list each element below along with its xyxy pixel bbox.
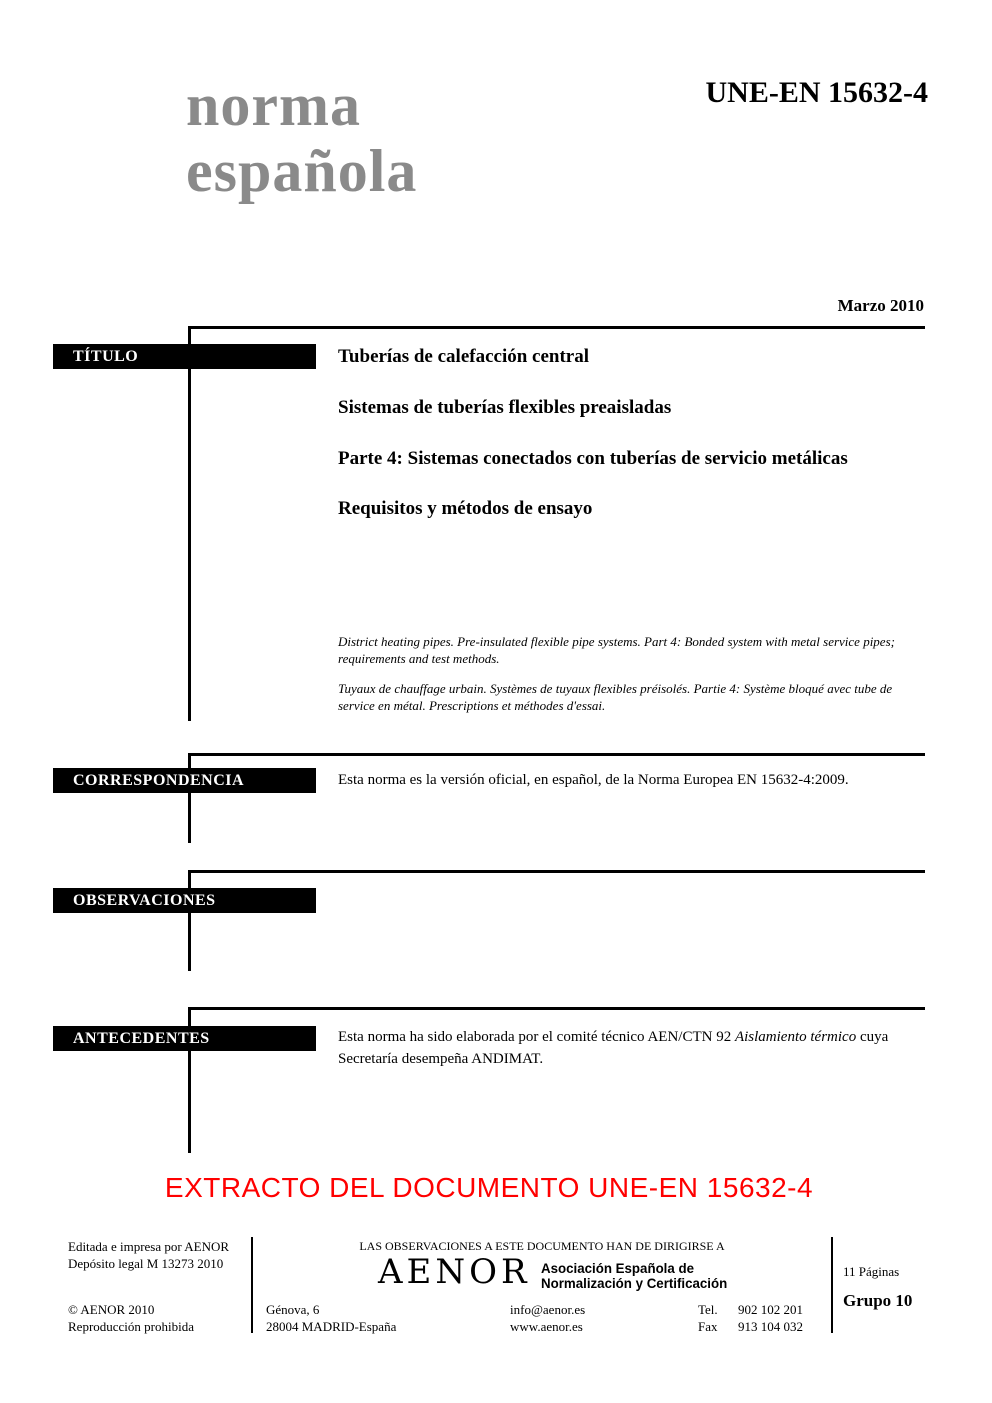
fax-value: 913 104 032 [738, 1319, 803, 1334]
title-line-3: Parte 4: Sistemas conectados con tuberías de servicio metálicas [338, 448, 848, 469]
title-translation-english: District heating pipes. Pre-insulated flexible pipe systems. Part 4: Bonded system with metal service pipes; requirements and test methods. [338, 634, 895, 666]
antecedentes-text-after: cuya Secretaría desempeña ANDIMAT. [338, 1029, 889, 1067]
correspondencia-text: Esta norma es la versión oficial, en español, de la Norma Europea EN 15632-4:2009. [338, 772, 849, 788]
antecedentes-text-before: Esta norma ha sido elaborada por el comité técnico AEN/CTN 92 [338, 1029, 735, 1045]
tel-row [698, 1301, 803, 1318]
brand-line-2: española [186, 138, 418, 204]
website-link[interactable]: www.aenor.es [510, 1319, 583, 1334]
rule-top [189, 326, 925, 329]
brand-title [186, 72, 417, 204]
aenor-org-name [541, 1261, 727, 1291]
label-correspondencia: CORRESPONDENCIA [53, 768, 316, 793]
document-code: UNE-EN 15632-4 [705, 76, 928, 109]
footer-reproduction-line: Reproducción prohibida [68, 1319, 194, 1334]
email-link[interactable]: info@aenor.es [510, 1302, 586, 1317]
rule-vertical-titulo [188, 326, 191, 721]
footer-phone-block [698, 1301, 803, 1335]
antecedentes-text [338, 1026, 928, 1070]
footer-address-block [266, 1301, 396, 1335]
rule-vertical-correspondencia [188, 753, 191, 843]
rule-vertical-observaciones [188, 870, 191, 971]
rule-antecedentes [189, 1007, 925, 1010]
label-observaciones: OBSERVACIONES [53, 888, 316, 913]
address-street: Génova, 6 [266, 1302, 320, 1317]
footer-deposit-line: Depósito legal M 13273 2010 [68, 1256, 224, 1271]
org-name-line-1: Asociación Española de [541, 1260, 695, 1276]
tel-value: 902 102 201 [738, 1302, 803, 1317]
fax-label: Fax [698, 1319, 718, 1334]
page-count: 11 Páginas [843, 1264, 900, 1279]
footer-publisher-line: Editada e impresa por AENOR [68, 1239, 230, 1254]
footer-copyright-line: © AENOR 2010 [68, 1302, 155, 1317]
title-line-4: Requisitos y métodos de ensayo [338, 498, 593, 519]
tel-label: Tel. [698, 1302, 718, 1317]
footer-contact-block [510, 1301, 585, 1335]
rule-observaciones [189, 870, 925, 873]
footer-publisher-block [68, 1238, 229, 1272]
footer-notice: LAS OBSERVACIONES A ESTE DOCUMENTO HAN DE DIRIGIRSE A [359, 1239, 725, 1253]
group-number: Grupo 10 [843, 1291, 913, 1310]
antecedentes-committee-name: Aislamiento térmico [734, 1029, 857, 1045]
label-antecedentes: ANTECEDENTES [53, 1026, 316, 1051]
fax-row [698, 1318, 803, 1335]
title-line-2: Sistemas de tuberías flexibles preaisladas [338, 397, 672, 418]
title-translation-french: Tuyaux de chauffage urbain. Systèmes de tuyaux flexibles préisolés. Partie 4: Système bloqué avec tube de service en métal. Prescriptions et méthodes d'essai. [338, 681, 893, 713]
label-titulo: TÍTULO [53, 344, 316, 369]
org-name-line-2: Normalización y Certificación [541, 1275, 728, 1291]
rule-correspondencia [189, 753, 925, 756]
aenor-logo: AENOR [378, 1252, 531, 1292]
footer-divider-right [831, 1237, 833, 1333]
title-line-1: Tuberías de calefacción central [338, 346, 590, 367]
brand-line-1: norma [186, 72, 361, 138]
footer-copyright-block [68, 1301, 194, 1335]
extract-notice: EXTRACTO DEL DOCUMENTO UNE-EN 15632-4 [164, 1172, 814, 1203]
document-date: Marzo 2010 [837, 296, 924, 315]
address-city: 28004 MADRID-España [266, 1319, 397, 1334]
